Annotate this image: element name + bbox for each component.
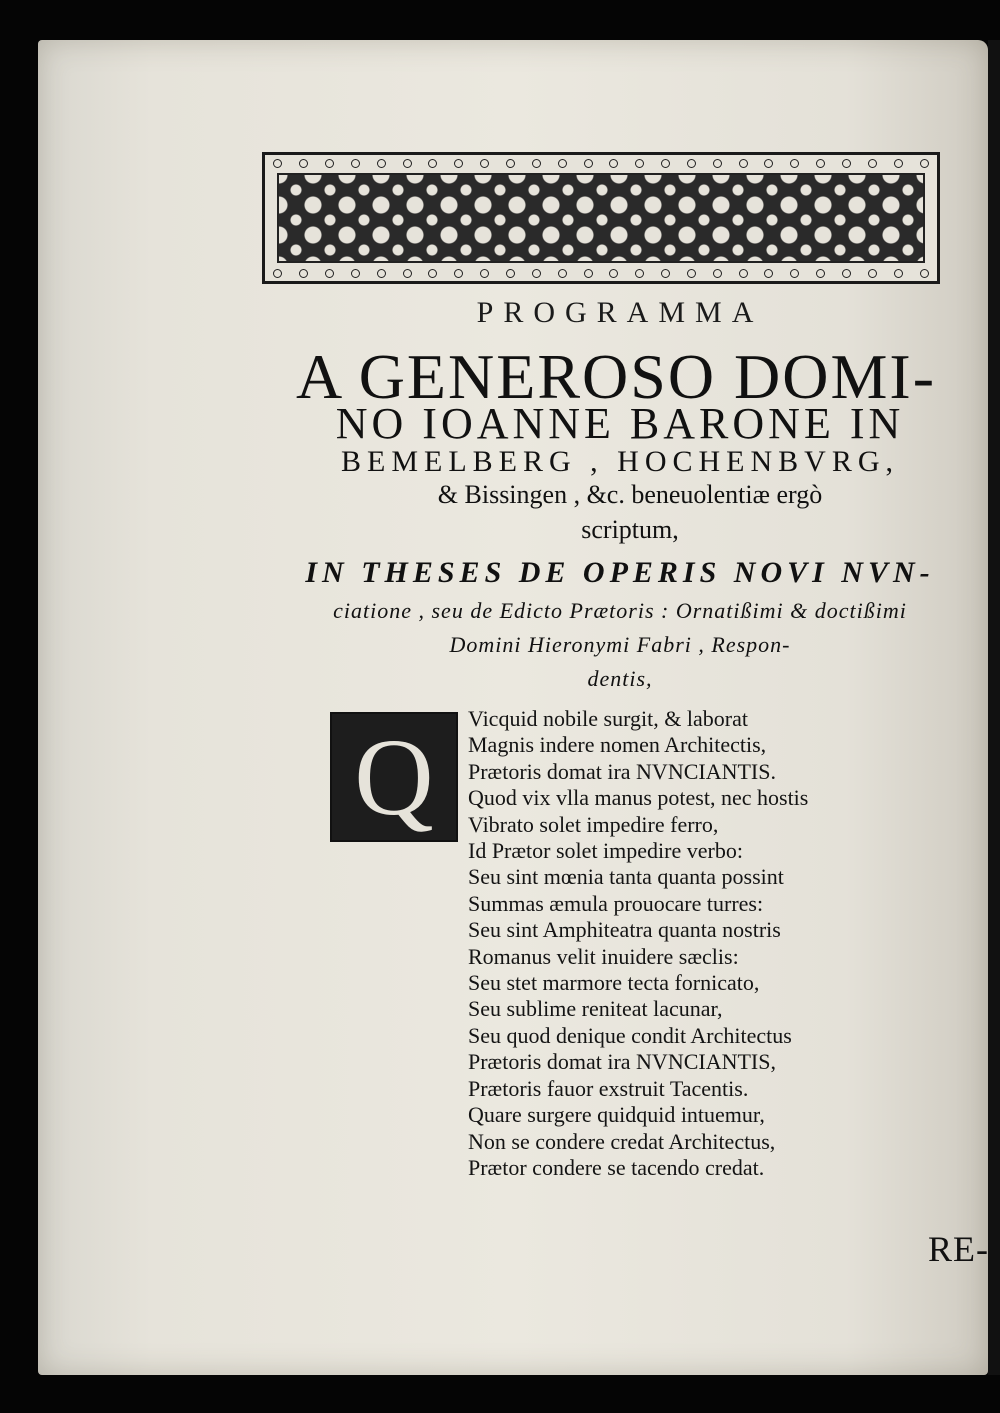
poem-line: Prætor condere se tacendo credat. [468, 1154, 765, 1180]
poem-line: Seu quod denique condit Architectus [468, 1022, 792, 1048]
catchword: RE- [928, 1229, 989, 1269]
title-line-1: A GENEROSO DOMI- [296, 341, 936, 412]
poem-line: Seu sint Amphiteatra quanta nostris [468, 917, 781, 943]
poem-line: Non se condere credat Architectus, [468, 1128, 776, 1154]
title-line-4: & Bissingen , &c. beneuolentiæ ergò [437, 480, 823, 509]
poem-line: Id Prætor solet impedire verbo: [468, 838, 743, 864]
poem-line: Magnis indere nomen Architectis, [468, 732, 767, 758]
decorated-initial [330, 712, 458, 842]
theses-line-3: Domini Hieronymi Fabri , Respon- [449, 632, 791, 657]
decorated-initial-letter: Q [354, 716, 434, 838]
title-line-2: NO IOANNE BARONE IN [335, 399, 905, 448]
title-line-5: scriptum, [581, 515, 679, 544]
poem-line: Prætoris fauor exstruit Tacentis. [468, 1075, 749, 1101]
poem-line: Quare surgere quidquid intuemur, [468, 1102, 765, 1128]
headpiece-pattern [277, 173, 925, 263]
poem-line: Vibrato solet impedire ferro, [468, 811, 719, 837]
poem-line: Vicquid nobile surgit, & laborat [468, 706, 748, 731]
ornamental-headpiece [262, 152, 940, 284]
headpiece-ring-border-bottom [265, 267, 937, 279]
poem-line: Summas æmula prouocare turres: [468, 890, 764, 916]
poem-line: Seu sint mœnia tanta quanta possint [468, 864, 784, 890]
poem-line: Seu stet marmore tecta fornicato, [468, 970, 760, 996]
poem-line: Quod vix vlla manus potest, nec hostis [468, 785, 809, 811]
poem-line: Romanus velit inuidere sæclis: [468, 943, 739, 969]
headpiece-ring-border-top [265, 157, 937, 169]
title-programma: PROGRAMMA [476, 296, 764, 329]
title-line-3: BEMELBERG , HOCHENBVRG, [340, 445, 899, 478]
theses-line-2: ciatione , seu de Edicto Prætoris : Ornatißimi & doctißimi [333, 598, 907, 623]
poem-line: Prætoris domat ira NVNCIANTIS, [468, 1049, 776, 1075]
poem-line: Seu sublime reniteat lacunar, [468, 996, 723, 1022]
theses-line-1: IN THESES DE OPERIS NOVI NVN- [305, 556, 935, 589]
page-edge [988, 40, 1000, 1375]
poem-line: Prætoris domat ira NVNCIANTIS. [468, 758, 776, 784]
poem [468, 706, 928, 1181]
theses-line-4: dentis, [587, 666, 653, 691]
